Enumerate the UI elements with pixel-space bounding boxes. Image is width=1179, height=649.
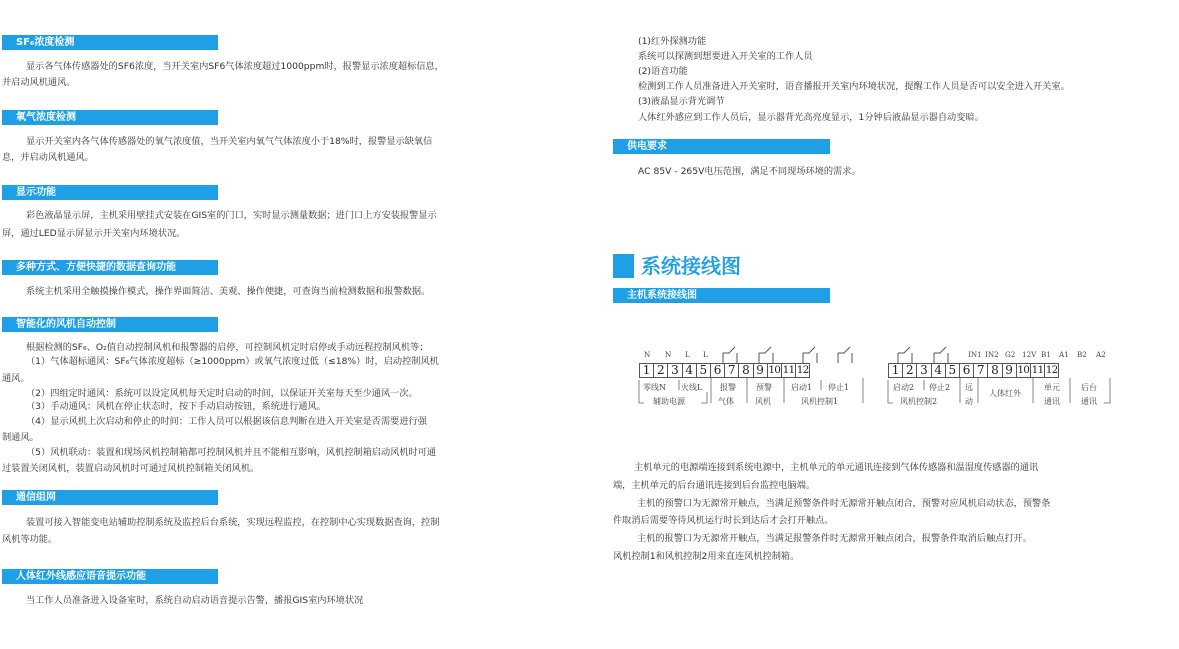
label-fan-control-1: 风机控制1: [801, 397, 839, 406]
label-stop-2: 停止2: [929, 383, 951, 392]
section-title-fan-control: 智能化的风机自动控制: [2, 317, 218, 332]
wiring-note-line-4: 件取消后需要等待风机运行时长到达后才会打开触点。: [613, 515, 834, 526]
terminal-1: 1: [639, 363, 654, 378]
sf6-text-line-1: 显示各气体传感器处的SF6浓度，当开关室内SF6气体浓度超过1000ppm时，报警显示浓度超标信息，: [26, 61, 444, 72]
wiring-block-1: [639, 340, 879, 415]
label-human-infrared: 人体红外: [989, 389, 1021, 398]
query-text-line-1: 系统主机采用全触摸操作模式，操作界面简洁、美观、操作便捷，可查询当前检测数据和报警数据。: [26, 286, 431, 297]
label-stop-1: 停止1: [828, 383, 850, 392]
label-unit-comm: 通讯: [1044, 397, 1060, 406]
label-start-2: 启动2: [893, 383, 915, 392]
terminal-8: 8: [738, 363, 753, 378]
section-title-display: 显示功能: [2, 185, 218, 200]
label-live: 火线L: [681, 383, 703, 392]
section-title-network: 通信组网: [2, 490, 218, 505]
display-text-line-2: 屏，通过LED显示屏显示开关室内环境状况。: [2, 228, 186, 239]
top-label-in2: IN2: [985, 350, 999, 359]
label-start-1: 启动1: [791, 383, 813, 392]
top-label-a2: A2: [1096, 350, 1106, 359]
terminal-1: 1: [888, 363, 903, 378]
terminal-7: 7: [973, 363, 988, 378]
fan-text-line-4: （2）四组定时通风：系统可以设定风机每天定时启动的时间，以保证开关室每天至少通风一次。: [26, 388, 418, 399]
wiring-heading-text: 系统接线图: [641, 254, 741, 278]
fan-text-line-9: 过装置关闭风机，装置启动风机时可通过风机控制箱关闭风机。: [2, 463, 260, 474]
terminal-4: 4: [682, 363, 697, 378]
terminal-5: 5: [696, 363, 711, 378]
terminal-11: 11: [782, 364, 795, 376]
label-remote: 远: [965, 383, 973, 392]
intro-line-6: 人体红外感应到工作人员后，显示器背光高亮度显示，1分钟后液晶显示器自动变暗。: [638, 112, 984, 123]
sf6-text-line-2: 并启动风机通风。: [2, 77, 76, 88]
top-label-l-1: L: [685, 350, 690, 359]
top-label-b2: B2: [1077, 350, 1087, 359]
terminal-3: 3: [667, 363, 682, 378]
fan-text-line-3: 通风。: [2, 373, 30, 384]
terminal-9: 9: [1002, 363, 1017, 378]
fan-text-line-2: （1）气体超标通风：SF₆气体浓度超标（≥1000ppm）或氧气浓度过低（≤18%）时，启动控制风机: [26, 356, 439, 367]
section-title-oxygen: 氧气浓度检测: [2, 110, 218, 125]
terminal-6: 6: [710, 363, 725, 378]
intro-line-1: (1)红外探测功能: [638, 36, 707, 47]
fan-text-line-1: 根据检测的SF₆、O₂值自动控制风机和报警器的启停，可控制风机定时启停或手动远程控制风机等；: [26, 342, 429, 353]
intro-line-3: (2)语音功能: [638, 66, 688, 77]
label-gas: 气体: [718, 397, 734, 406]
terminal-6: 6: [959, 363, 974, 378]
top-label-b1: B1: [1041, 350, 1051, 359]
terminal-3: 3: [916, 363, 931, 378]
oxygen-text-line-1: 显示开关室内各气体传感器处的氧气浓度值，当开关室内氧气气体浓度小于18%时，报警显示缺氧信: [26, 136, 433, 147]
label-prealarm: 预警: [756, 383, 772, 392]
network-text-line-1: 装置可接入智能变电站辅助控制系统及监控后台系统，实现远程监控，在控制中心实现数据查询，控制: [26, 517, 440, 528]
terminal-10: 10: [1017, 364, 1030, 376]
terminal-11: 11: [1031, 364, 1044, 376]
power-text: AC 85V - 265V电压范围，满足不同现场环境的需求。: [638, 166, 861, 177]
label-aux-power: 辅助电源: [653, 397, 685, 406]
section-title-infrared: 人体红外线感应语音提示功能: [2, 569, 218, 584]
wiring-note-line-3: 主机的预警口为无源常开触点，当满足预警条件时无源常开触点闭合，预警对应风机启动状态，预警条: [637, 498, 1051, 509]
top-label-n-1: N: [644, 350, 651, 359]
top-label-g2: G2: [1005, 350, 1016, 359]
top-label-n-2: N: [665, 350, 672, 359]
terminal-7: 7: [724, 363, 739, 378]
fan-text-line-7: 制通风。: [2, 432, 39, 443]
infrared-text-line-1: 当工作人员准备进入设备室时，系统自动启动语音提示告警，播报GIS室内环境状况: [26, 595, 364, 606]
fan-text-line-6: （4）显示风机上次启动和停止的时间：工作人员可以根据该信息判断在进入开关室是否需要进行强: [26, 416, 427, 427]
terminal-2: 2: [902, 363, 917, 378]
top-label-a1: A1: [1059, 350, 1069, 359]
section-title-query: 多种方式、方便快捷的数据查询功能: [2, 260, 218, 275]
terminal-12: 12: [1045, 364, 1058, 376]
label-backend-comm: 通讯: [1081, 397, 1097, 406]
label-fan: 风机: [755, 397, 771, 406]
section-title-power: 供电要求: [613, 139, 830, 154]
wiring-block-2: [888, 340, 1128, 415]
terminal-12: 12: [796, 364, 809, 376]
fan-text-line-8: （5）风机联动：装置和现场风机控制箱都可控制风机并且不能相互影响，风机控制箱启动风机时可通: [26, 447, 437, 458]
network-text-line-2: 风机等功能。: [2, 534, 58, 545]
terminal-10: 10: [768, 364, 781, 376]
oxygen-text-line-2: 息，并启动风机通风。: [2, 152, 94, 163]
terminal-9: 9: [753, 363, 768, 378]
display-text-line-1: 彩色液晶显示屏，主机采用壁挂式安装在GIS室的门口，实时显示测量数据；进门口上方安装报警显示: [26, 210, 437, 221]
terminal-8: 8: [987, 363, 1002, 378]
label-unit: 单元: [1044, 383, 1060, 392]
top-label-12v: 12V: [1022, 350, 1037, 359]
fan-text-line-5: （3）手动通风：风机在停止状态时，按下手动启动按钮，系统进行通风。: [26, 401, 326, 412]
label-neutral: 零线N: [643, 383, 666, 392]
intro-line-2: 系统可以探测到想要进入开关室的工作人员: [638, 51, 813, 62]
heading-marker: [613, 254, 634, 278]
label-fan-control-2: 风机控制2: [900, 397, 938, 406]
section-title-sf6: SF₆浓度检测: [2, 35, 218, 50]
intro-line-4: 检测到工作人员准备进入开关室时，语音播报开关室内环境状况，提醒工作人员是否可以安全进入开关室。: [638, 81, 1070, 92]
wiring-note-line-2: 端，主机单元的后台通讯连接到后台监控电脑端。: [613, 480, 816, 491]
intro-line-5: (3)液晶显示背光调节: [638, 96, 725, 107]
terminal-5: 5: [945, 363, 960, 378]
top-label-in1: IN1: [968, 350, 982, 359]
section-title-host-wiring: 主机系统接线图: [613, 288, 830, 303]
terminal-4: 4: [931, 363, 946, 378]
wiring-note-line-6: 风机控制1和风机控制2用来直连风机控制箱。: [613, 551, 800, 562]
terminal-2: 2: [653, 363, 668, 378]
top-label-l-2: L: [703, 350, 708, 359]
label-move: 动: [965, 397, 973, 406]
wiring-note-line-5: 主机的报警口为无源常开触点，当满足报警条件时无源常开触点闭合，报警条件取消后触点打开。: [637, 533, 1033, 544]
wiring-note-line-1: 主机单元的电源端连接到系统电源中，主机单元的单元通讯连接到气体传感器和温湿度传感器的通讯: [634, 462, 1039, 473]
label-alarm: 报警: [720, 383, 736, 392]
label-backend: 后台: [1081, 383, 1097, 392]
